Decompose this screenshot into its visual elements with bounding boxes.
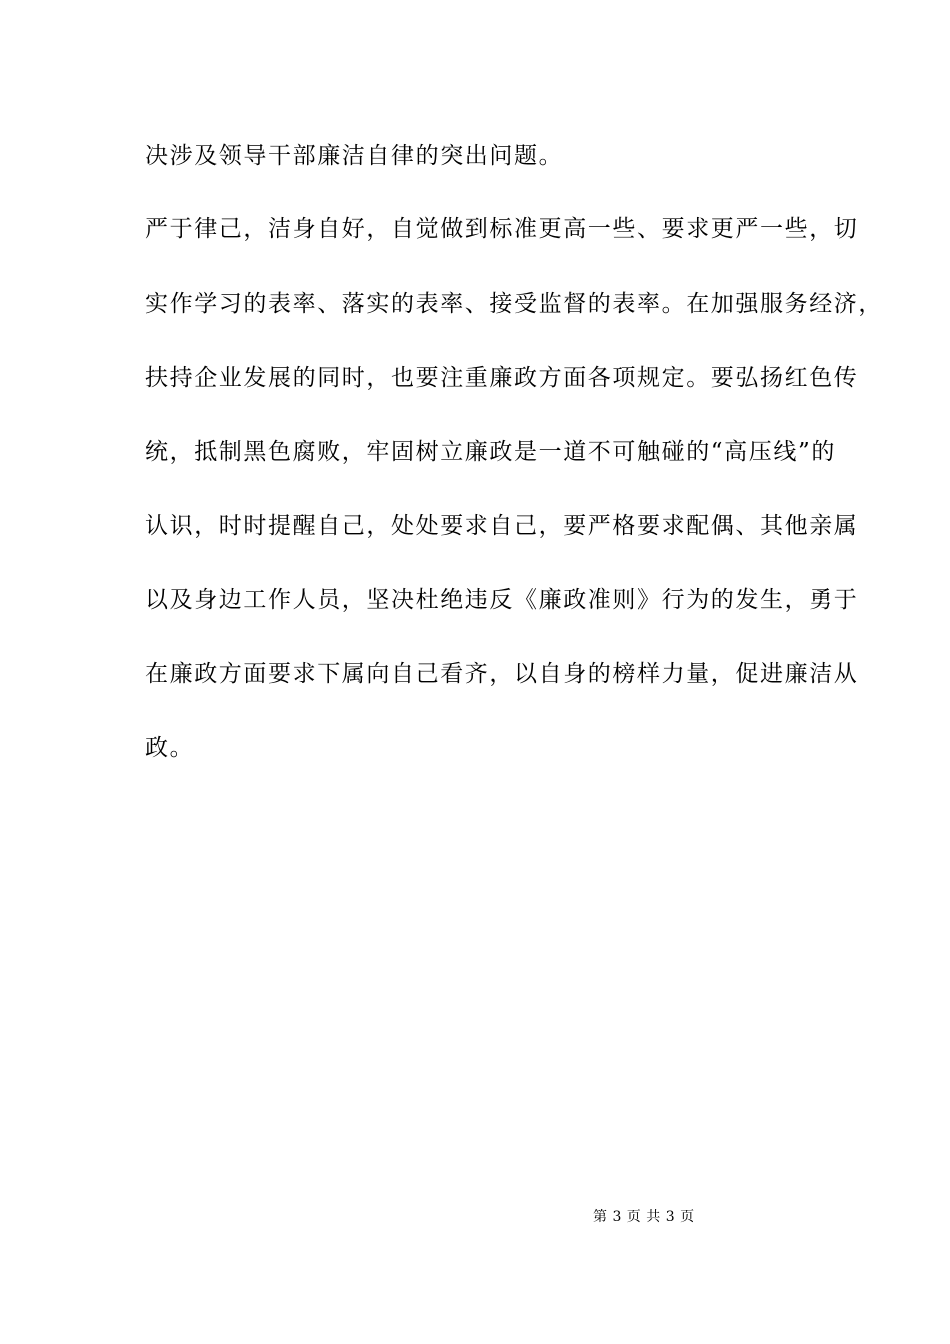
paragraph-line: 实作学习的表率、落实的表率、接受监督的表率。在加强服务经济，	[145, 291, 883, 317]
paragraph-line: 严于律己，洁身自好，自觉做到标准更高一些、要求更严一些，切	[145, 216, 859, 242]
paragraph-line: 在廉政方面要求下属向自己看齐，以自身的榜样力量，促进廉洁从	[145, 661, 859, 687]
paragraph-line: 认识，时时提醒自己，处处要求自己，要严格要求配偶、其他亲属	[145, 513, 859, 539]
paragraph-line: 统，抵制黑色腐败，牢固树立廉政是一道不可触碰的“高压线”的	[145, 439, 836, 465]
paragraph-line: 以及身边工作人员，坚决杜绝违反《廉政准则》行为的发生，勇于	[145, 587, 859, 613]
paragraph-line: 政。	[145, 735, 195, 761]
paragraph-line: 扶持企业发展的同时，也要注重廉政方面各项规定。要弘扬红色传	[145, 365, 859, 391]
page-number-footer: 第 3 页 共 3 页	[593, 1209, 695, 1225]
paragraph-line: 决涉及领导干部廉洁自律的突出问题。	[145, 143, 564, 169]
